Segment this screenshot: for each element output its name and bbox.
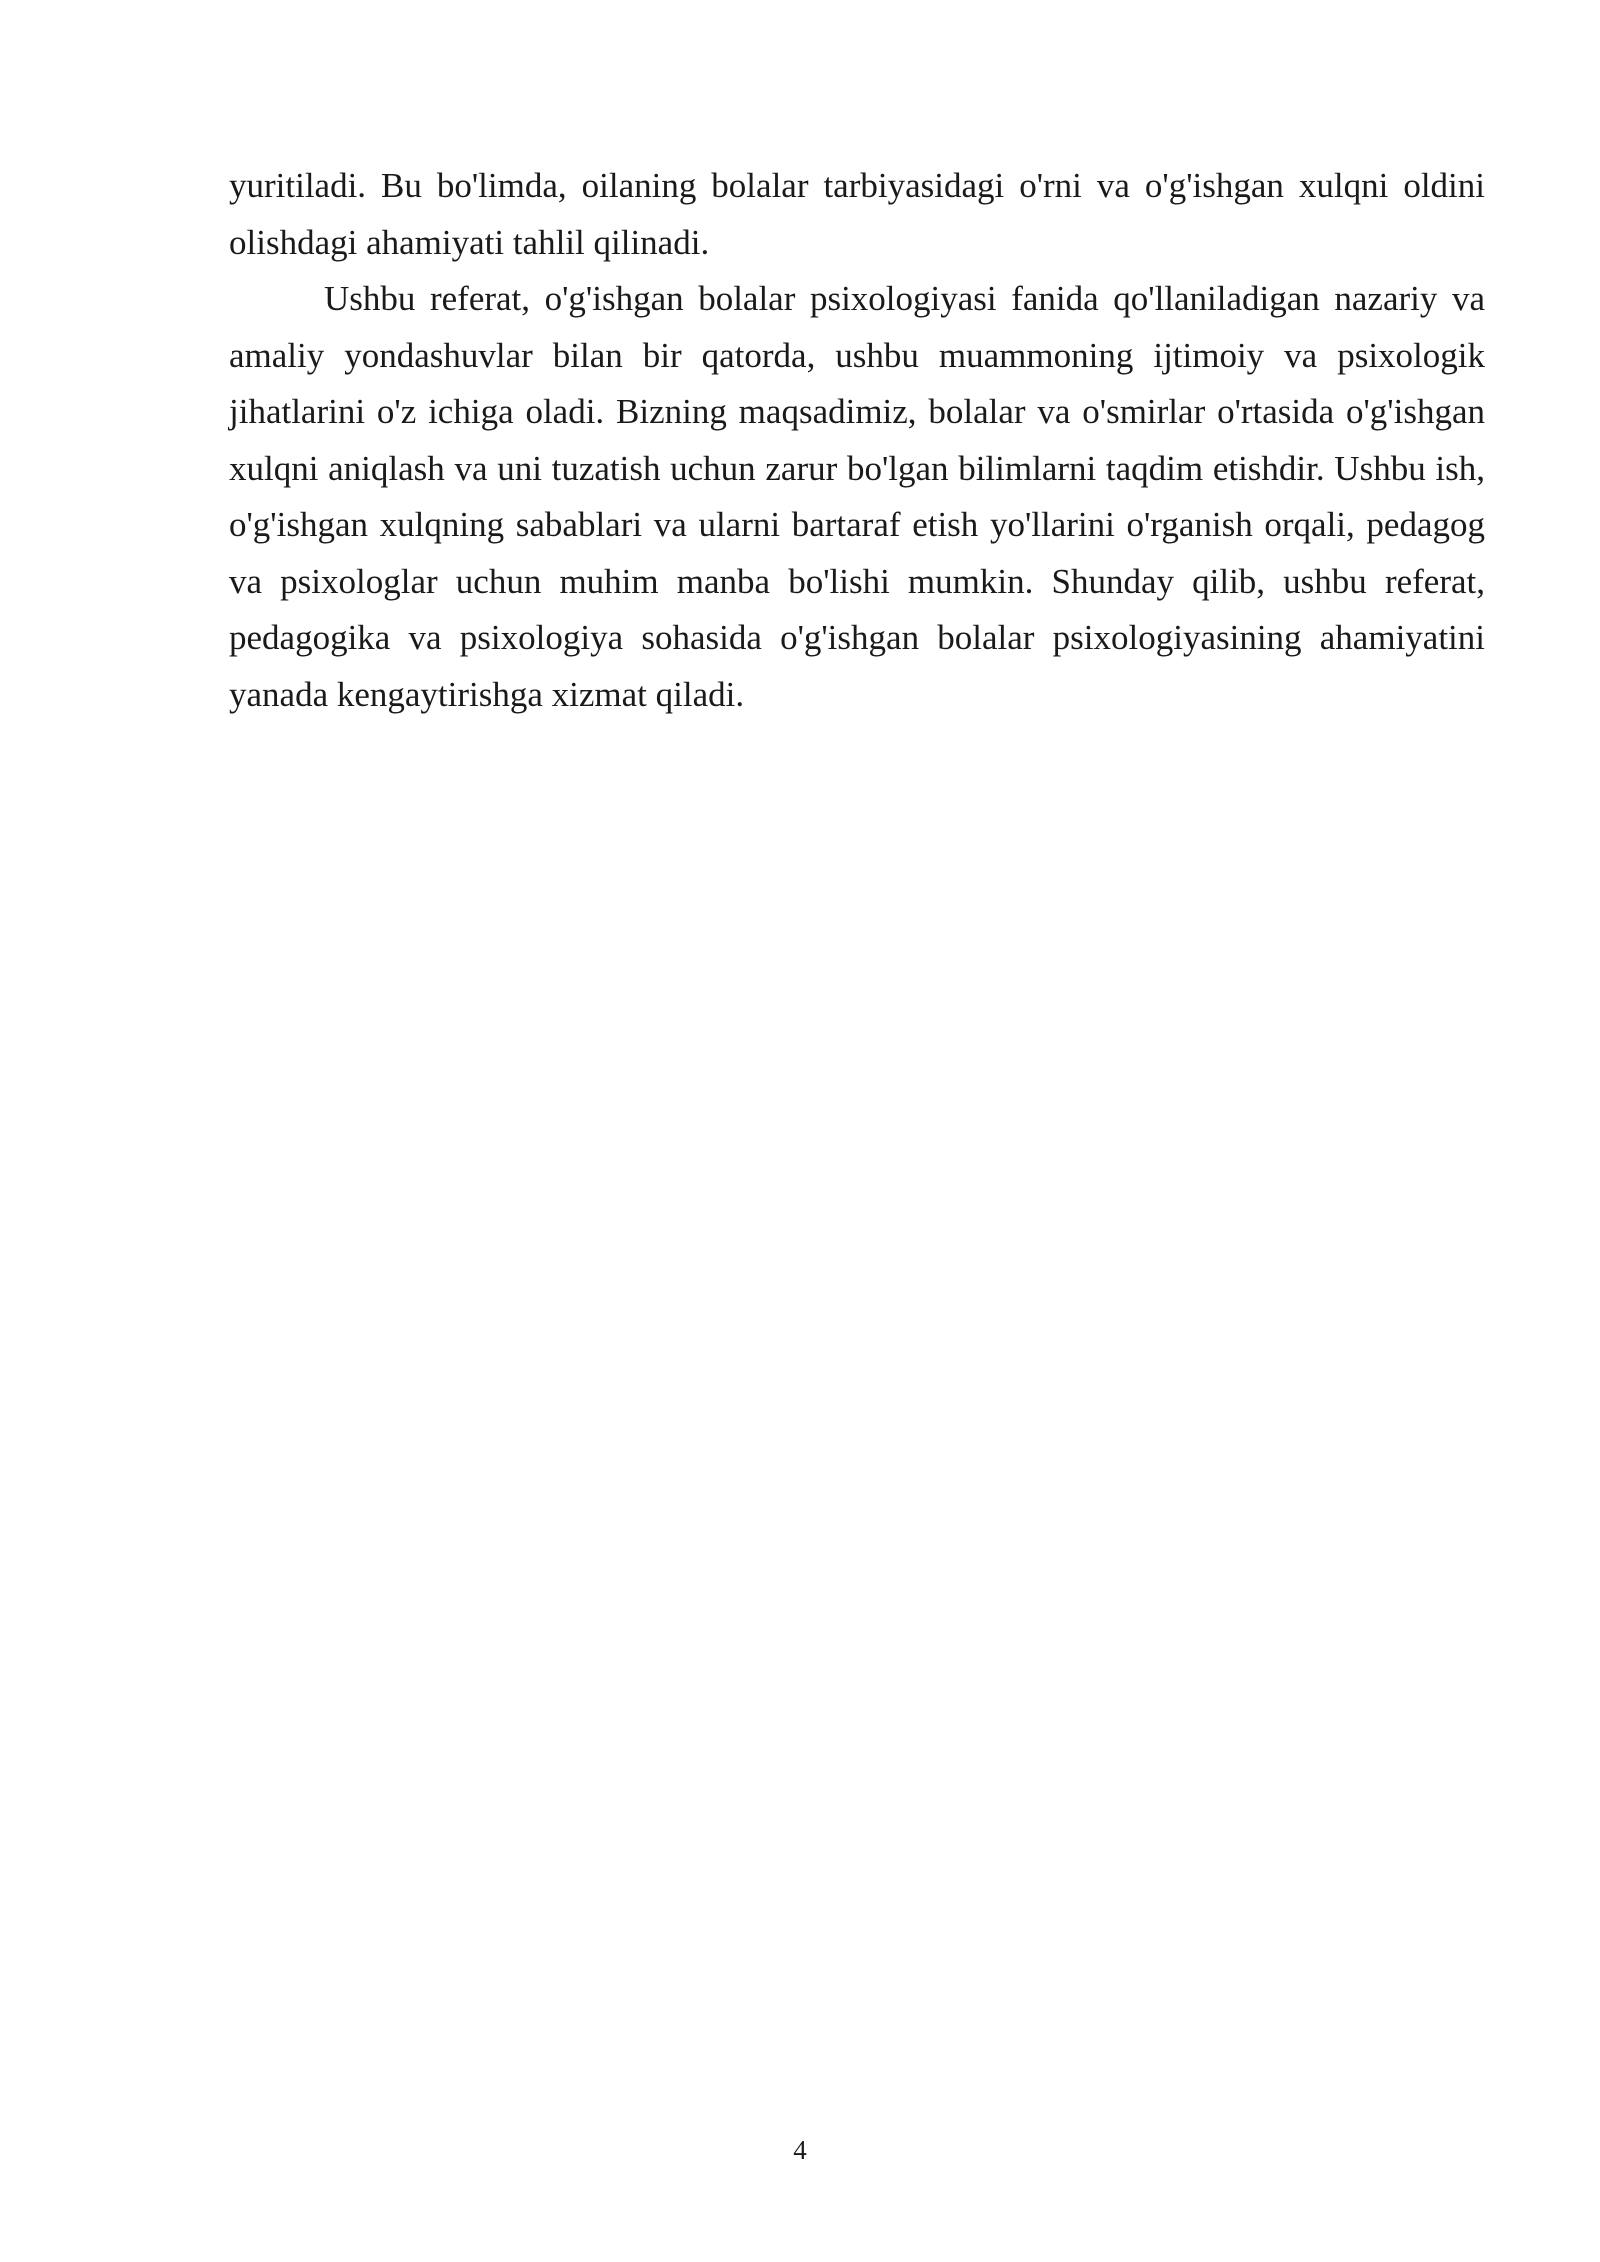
paragraph-continuation: yuritiladi. Bu bo'limda, oilaning bolalar tarbiyasidagi o'rni va o'g'ishgan xulqni oldini olishdagi ahamiyati tahlil qilinadi.	[229, 166, 1485, 262]
paragraph-referat-summary: Ushbu referat, o'g'ishgan bolalar psixologiyasi fanida qo'llaniladigan nazariy va amaliy yondashuvlar bilan bir qatorda, ushbu muammoning ijtimoiy va psixologik jihatlarini o'z ichiga oladi. Bizning maqsadimiz, bolalar va o'smirlar o'rtasida o'g'ishgan xulqni aniqlash va uni tuzatish uchun zarur bo'lgan bilimlarni taqdim etishdir. Ushbu ish, o'g'ishgan xulqning sabablari va ularni bartaraf etish yo'llarini o'rganish orqali, pedagog va psixologlar uchun muhim manba bo'lishi mumkin. Shunday qilib, ushbu referat, pedagogika va psixologiya sohasida o'g'ishgan bolalar psixologiyasining ahamiyatini yanada kengaytirishga xizmat qiladi.	[229, 279, 1485, 714]
page-number: 4	[793, 2135, 807, 2165]
body-text	[229, 158, 1485, 723]
